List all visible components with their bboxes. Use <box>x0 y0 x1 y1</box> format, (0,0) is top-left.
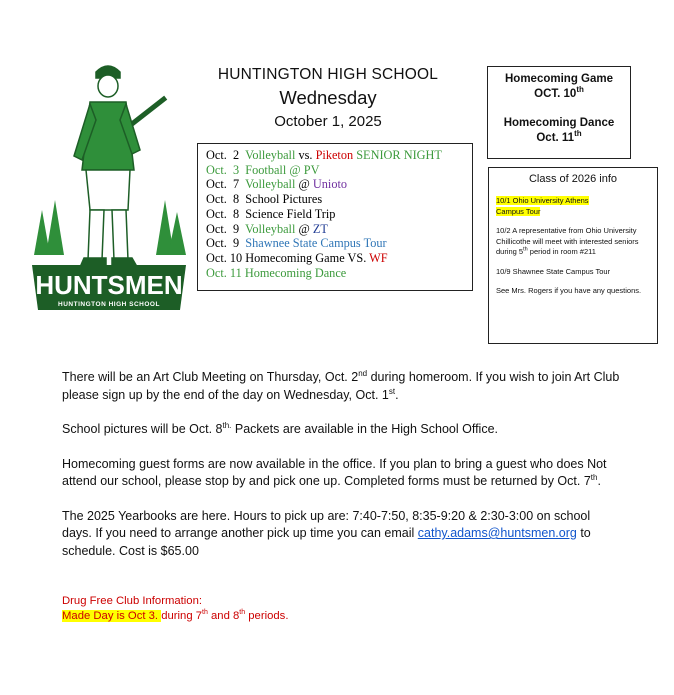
homecoming-game-date: OCT. 10th <box>534 85 584 100</box>
schedule-text: ZT <box>312 221 328 236</box>
class-info-item: 10/2 A representative from Ohio University Chillicothe will meet with interested seniors during 5th period in room #211 <box>496 226 639 256</box>
schedule-text: Oct. 9 <box>206 236 246 251</box>
schedule-row <box>206 251 472 266</box>
homecoming-box <box>487 66 631 159</box>
schedule-text: Oct. 7 <box>206 177 246 192</box>
drug-free-title: Drug Free Club Information: <box>62 595 203 607</box>
homecoming-guest-announcement: Homecoming guest forms are now available in the office. If you plan to bring a guest who does Not attend our school, please stop by and pick one up. Completed forms must be returned by Oct. 7th. <box>62 456 607 488</box>
class-info-item: 10/9 Shawnee State Campus Tour <box>496 266 611 276</box>
homecoming-game-label: Homecoming Game <box>505 73 613 85</box>
class-info-item: See Mrs. Rogers if you have any questions. <box>496 286 642 295</box>
schedule-text: Oct. 8 School Pictures <box>206 192 323 207</box>
homecoming-dance-label: Homecoming Dance <box>503 117 615 129</box>
schedule-text: Volleyball <box>245 221 296 236</box>
schedule-text: Volleyball <box>245 177 296 192</box>
logo-wordmark: HUNTSMEN <box>35 270 183 300</box>
day-name: Wednesday <box>279 87 377 108</box>
schedule-row <box>206 207 472 222</box>
schedule-text: Oct. 3 Football @ PV <box>206 162 320 177</box>
schedule-text: Oct. 8 Science Field Trip <box>206 206 336 221</box>
schedule-text: Shawnee State Campus Tour <box>245 236 387 251</box>
events-schedule-box <box>197 143 473 291</box>
class-info-title: Class of 2026 info <box>528 173 618 185</box>
huntsmen-logo <box>28 60 190 315</box>
email-link[interactable]: cathy.adams@huntsmen.org <box>417 526 577 540</box>
schedule-row <box>206 236 472 251</box>
school-name: HUNTINGTON HIGH SCHOOL <box>217 66 439 83</box>
logo-subtitle: HUNTINGTON HIGH SCHOOL <box>58 301 160 308</box>
schedule-row <box>206 163 472 178</box>
schedule-text: SENIOR NIGHT <box>353 148 442 162</box>
class-info-item: 10/1 Ohio University Athens Campus Tour <box>496 196 589 216</box>
schedule-row <box>206 192 472 207</box>
schedule-row <box>206 222 472 237</box>
schedule-text: WF <box>369 250 388 265</box>
drug-free-club <box>62 594 462 624</box>
yearbook-announcement: The 2025 Yearbooks are here. Hours to pick up are: 7:40-7:50, 8:35-9:20 & 2:30-3:00 on school days. If you need to arrange another pick up time you can email cathy.adams@huntsmen.org to schedule. Cost is $65.00 <box>62 508 591 558</box>
schedule-row <box>206 177 472 192</box>
schedule-text: @ <box>295 177 313 192</box>
class-info-box <box>488 167 658 344</box>
homecoming-dance-date: Oct. 11th <box>536 129 582 144</box>
schedule-row <box>206 148 472 163</box>
art-club-announcement: There will be an Art Club Meeting on Thursday, Oct. 2nd during homeroom. If you wish to join Art Club please sign up by the end of the day on Wednesday, Oct. 1st. <box>62 368 620 402</box>
schedule-text: Oct. 11 Homecoming Dance <box>206 265 347 280</box>
schedule-row <box>206 266 472 281</box>
school-pictures-announcement: School pictures will be Oct. $8^{th.}$ Packets are available in the High School Office. <box>62 420 498 436</box>
schedule-text: Volleyball <box>245 148 296 162</box>
schedule-text: Unioto <box>312 177 348 192</box>
schedule-text: @ <box>295 221 313 236</box>
page-header <box>200 66 456 130</box>
announcements <box>62 369 622 577</box>
schedule-text: Oct. 2 <box>206 148 246 162</box>
schedule-text: Oct. 9 <box>206 221 246 236</box>
schedule-text: vs. <box>295 148 316 162</box>
date-text: October 1, 2025 <box>274 113 382 130</box>
schedule-text: Piketon <box>315 148 354 162</box>
schedule-text: Oct. 10 Homecoming Game VS. <box>206 250 370 265</box>
drug-free-details: Made Day is Oct 3. during 7th and 8th periods. <box>62 609 289 622</box>
